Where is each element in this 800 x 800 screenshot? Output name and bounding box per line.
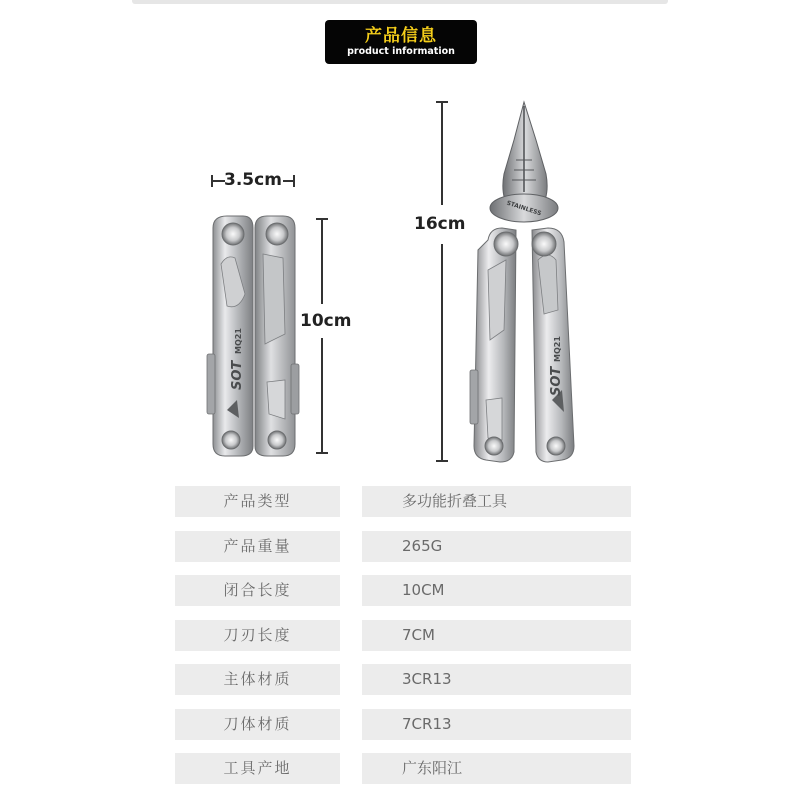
spec-label: 产品重量 bbox=[175, 531, 340, 562]
closed-length-line-bottom bbox=[321, 338, 323, 454]
spec-value: 10CM bbox=[362, 575, 631, 606]
spec-row-body-material bbox=[175, 664, 631, 695]
open-length-line-top bbox=[441, 101, 443, 205]
spec-row-type bbox=[175, 486, 631, 517]
top-divider bbox=[132, 0, 668, 4]
spec-row-blade-length bbox=[175, 620, 631, 651]
spec-value: 7CM bbox=[362, 620, 631, 651]
open-multitool-image bbox=[466, 100, 584, 464]
section-title: 产品信息 bbox=[365, 26, 437, 46]
section-title-badge bbox=[325, 20, 477, 64]
spec-row-blade-material bbox=[175, 709, 631, 740]
width-tick-right bbox=[293, 175, 295, 187]
spec-row-weight bbox=[175, 531, 631, 562]
spec-value: 3CR13 bbox=[362, 664, 631, 695]
closed-length-line-top bbox=[321, 218, 323, 304]
spec-label: 刀刃长度 bbox=[175, 620, 340, 651]
spec-label: 刀体材质 bbox=[175, 709, 340, 740]
spec-row-origin bbox=[175, 753, 631, 784]
closed-model-mark: MQ21 bbox=[234, 328, 243, 354]
closed-brand-mark: SOT bbox=[230, 360, 245, 390]
open-length-tick-bottom bbox=[436, 460, 448, 462]
spec-value: 多功能折叠工具 bbox=[362, 486, 631, 517]
section-subtitle: product information bbox=[347, 46, 455, 57]
width-line-left bbox=[211, 180, 225, 182]
open-length-label: 16cm bbox=[414, 214, 466, 234]
closed-length-label: 10cm bbox=[300, 311, 352, 331]
width-label: 3.5cm bbox=[224, 170, 282, 190]
spec-label: 工具产地 bbox=[175, 753, 340, 784]
open-brand-mark: SOT bbox=[549, 366, 564, 396]
spec-label: 产品类型 bbox=[175, 486, 340, 517]
spec-value: 广东阳江 bbox=[362, 753, 631, 784]
open-length-line-bottom bbox=[441, 244, 443, 462]
spec-value: 265G bbox=[362, 531, 631, 562]
stainless-stamp: STAINLESS bbox=[505, 199, 543, 218]
closed-length-tick-bottom bbox=[316, 452, 328, 454]
spec-label: 主体材质 bbox=[175, 664, 340, 695]
closed-multitool-image bbox=[205, 214, 301, 458]
spec-value: 7CR13 bbox=[362, 709, 631, 740]
spec-label: 闭合长度 bbox=[175, 575, 340, 606]
open-model-mark: MQ21 bbox=[553, 336, 562, 362]
spec-row-closed-length bbox=[175, 575, 631, 606]
